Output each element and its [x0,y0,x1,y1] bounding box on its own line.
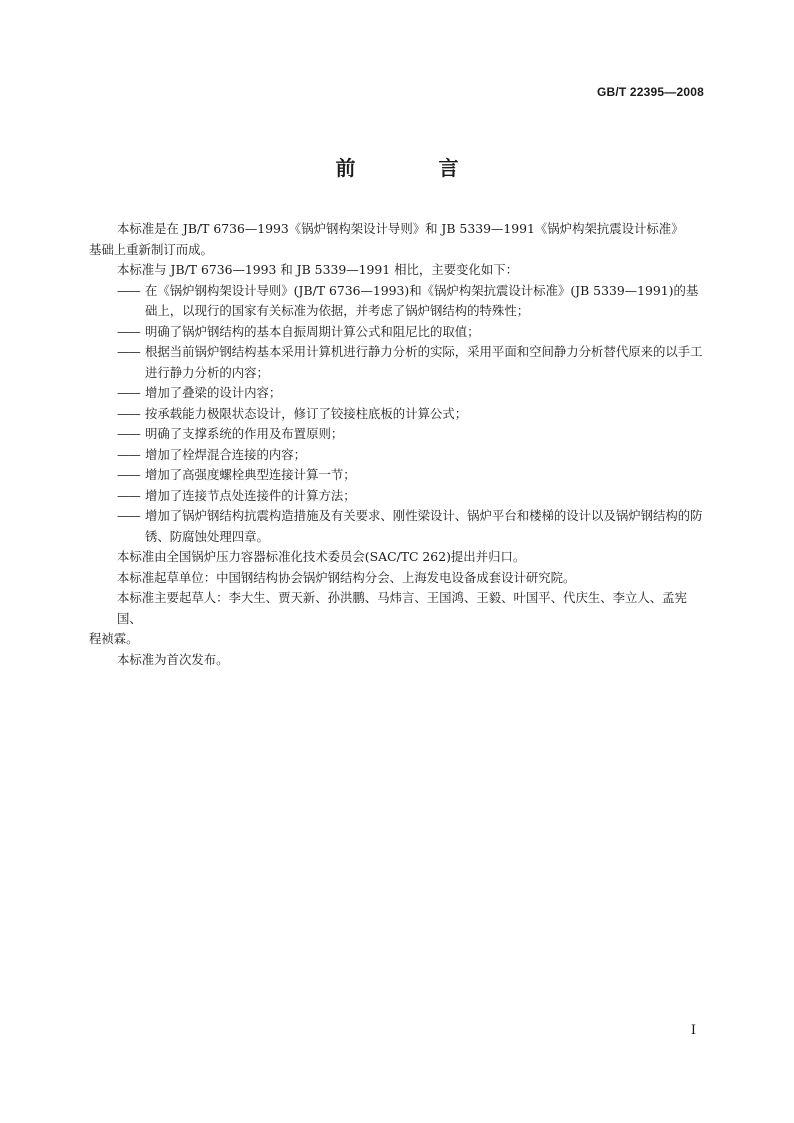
dash-marker: —— [117,487,140,503]
dash-marker: —— [117,282,140,298]
list-item-text: 增加了高强度螺栓典型连接计算一节； [145,467,356,482]
paragraph-drafters-line2: 程祯霖。 [89,631,139,646]
dash-marker: —— [117,385,140,400]
list-item-text: 增加了栓焊混合连接的内容； [145,446,307,462]
list-item [0,322,794,343]
page-title: 前 言 [335,156,497,180]
paragraph-intro [0,219,794,260]
list-item [0,445,794,466]
list-item [0,424,794,445]
list-item-prefix: 在 [145,282,158,298]
foreword-body [0,219,794,670]
dash-marker: —— [117,323,140,339]
list-item [0,506,794,547]
list-item-text: 按承载能力极限状态设计，修订了铰接柱底板的计算公式； [145,405,468,421]
list-item-text: 增加了锅炉钢结构抗震构造措施及有关要求、刚性梁设计、锅炉平台和楼梯的设计以及锅炉钢结构的防锈、防腐蚀处理四章。 [145,508,703,544]
list-item [0,486,794,507]
list-item [0,465,794,486]
list-item [0,342,794,383]
dash-marker: —— [117,446,140,462]
paragraph-first-release: 本标准为首次发布。 [117,651,229,667]
dash-marker: —— [117,467,140,482]
page-number: I [690,1023,696,1038]
paragraph-drafters-line1: 本标准主要起草人：李大生、贾天新、孙洪鹏、马炜言、王国鸿、王毅、叶国平、代庆生、李立人、孟宪国、 [117,590,687,626]
dash-marker: —— [117,426,140,441]
list-item-text: 增加了叠梁的设计内容； [145,385,282,400]
dash-marker: —— [117,344,140,359]
paragraph-intro-line2: 基础上重新制订而成。 [89,241,213,257]
paragraph-drafting-units: 本标准起草单位：中国钢结构协会锅炉钢结构分会、上海发电设备成套设计研究院。 [117,569,576,585]
paragraph-drafters [0,588,794,650]
dash-marker: —— [117,405,140,421]
list-item-text: 增加了连接节点处连接件的计算方法； [145,487,356,503]
list-item-text: 《锅炉钢构架设计导则》(JB/T 6736—1993)和《锅炉构架抗震设计标准》(JB 5339—1991)的基础上，以现行的国家有关标准为依据，并考虑了锅炉钢结构的特殊性； [145,282,699,318]
paragraph-changes-lead: 本标准与 JB/T 6736—1993 和 JB 5339—1991 相比，主要变化如下： [117,262,518,277]
list-item-text: 根据当前锅炉钢结构基本采用计算机进行静力分析的实际，采用平面和空间静力分析替代原来的以手工进行静力分析的内容； [145,344,703,380]
list-item-text: 明确了锅炉钢结构的基本自振周期计算公式和阻尼比的取值； [145,323,480,339]
list-item [0,281,794,322]
list-item [0,383,794,404]
paragraph-intro-line1: 本标准是在 JB/T 6736—1993《锅炉钢构架设计导则》和 JB 5339—1991《锅炉构架抗震设计标准》 [117,221,684,236]
list-item [0,404,794,425]
list-item-text: 明确了支撑系统的作用及布置原则； [145,426,344,441]
dash-marker: —— [117,508,140,523]
standard-code: GB/T 22395—2008 [596,85,704,99]
paragraph-proposer: 本标准由全国锅炉压力容器标准化技术委员会(SAC/TC 262)提出并归口。 [117,549,526,564]
